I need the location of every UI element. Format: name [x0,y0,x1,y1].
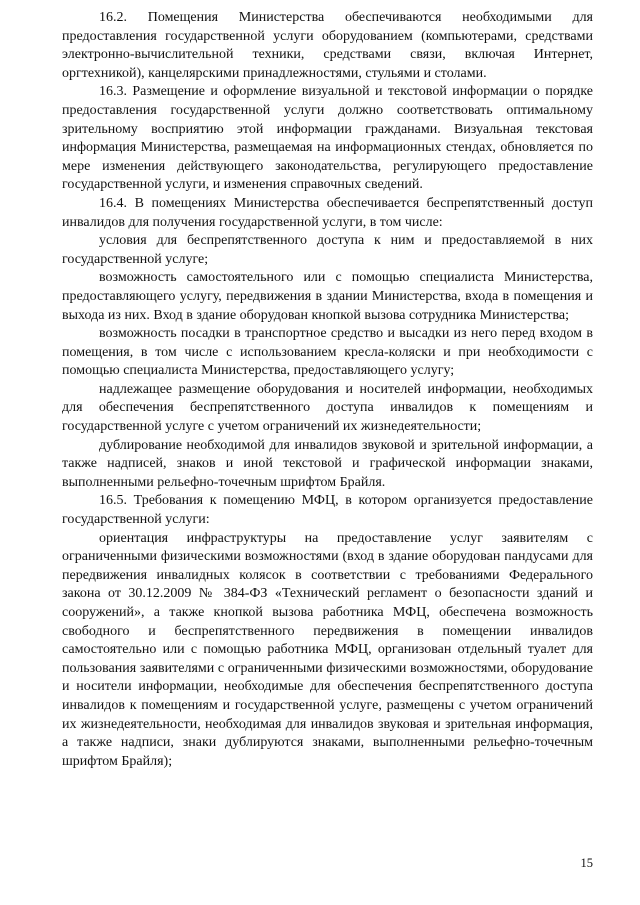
body-text [62,9,593,771]
list-item: условия для беспрепятственного доступа к ним и предоставляемой в них государственной услуге; [62,233,593,267]
list-item: возможность посадки в транспортное средство и высадки из него перед входом в помещения, в том числе с использованием кресла-коляски и при необходимости с помощью специалиста Министерства, предоставляющего услугу; [62,326,593,379]
list-item: надлежащее размещение оборудования и носителей информации, необходимых для обеспечения беспрепятственного доступа инвалидов к помещениям и государственной услуге с учетом ограничений их жизнедеятельности; [62,381,593,435]
paragraph-16-2: 16.2. Помещения Министерства обеспечиваются необходимыми для предоставления государственной услуги оборудованием (компьютерами, средствами электронно-вычислительной техники, средствами связи, включая Интернет, оргтехникой), канцелярскими принадлежностями, стульями и столами. [62,10,593,81]
paragraph-16-3: 16.3. Размещение и оформление визуальной и текстовой информации о порядке предоставления государственной услуги должно соответствовать оптимальному зрительному восприятию этой информации гражданами. Визуальная текстовая информация Министерства, размещаемая на информационных стендах, обновляется по мере изменения действующего законодательства, регулирующего предоставление государственной услуги, и изменения справочных сведений. [62,84,593,193]
list-item: возможность самостоятельного или с помощью специалиста Министерства, предоставляющего услугу, передвижения в здании Министерства, входа в помещения и выхода из них. Вход в здание оборудован кнопкой вызова сотрудника Министерства; [62,270,593,323]
paragraph-16-5: 16.5. Требования к помещению МФЦ, в котором организуется предоставление государственной услуги: [62,493,593,528]
paragraph-16-4: 16.4. В помещениях Министерства обеспечивается беспрепятственный доступ инвалидов для получения государственной услуги, в том числе: [62,195,593,230]
page-number: 15 [580,856,593,870]
list-item: дублирование необходимой для инвалидов звуковой и зрительной информации, а также надписей, знаков и иной текстовой и графической информации знаками, выполненными рельефно-точечным шрифтом Брайля. [62,437,593,490]
list-item: ориентация инфраструктуры на предоставление услуг заявителям с ограниченными физическими возможностями (вход в здание оборудован пандусами для передвижения инвалидных колясок в соответствии с требованиями Федерального закона от 30.12.2009 № 384-ФЗ «Технический регламент о безопасности зданий и сооружений», а также кнопкой вызова работника МФЦ, обеспечена возможность свободного и беспрепятственного передвижения в помещении инвалидов самостоятельно или с помощью работника МФЦ, организован отдельный туалет для пользования заявителями с ограниченными физическими возможностями, оборудование и носители информации, необходимые для обеспечения беспрепятственного доступа инвалидов к помещениям и государственной услуге, размещены с учетом ограничений их жизнедеятельности, необходимая для инвалидов звуковая и зрительная информация, а также надписи, знаки дублируются знаками, выполненными рельефно-точечным шрифтом Брайля); [62,530,593,769]
